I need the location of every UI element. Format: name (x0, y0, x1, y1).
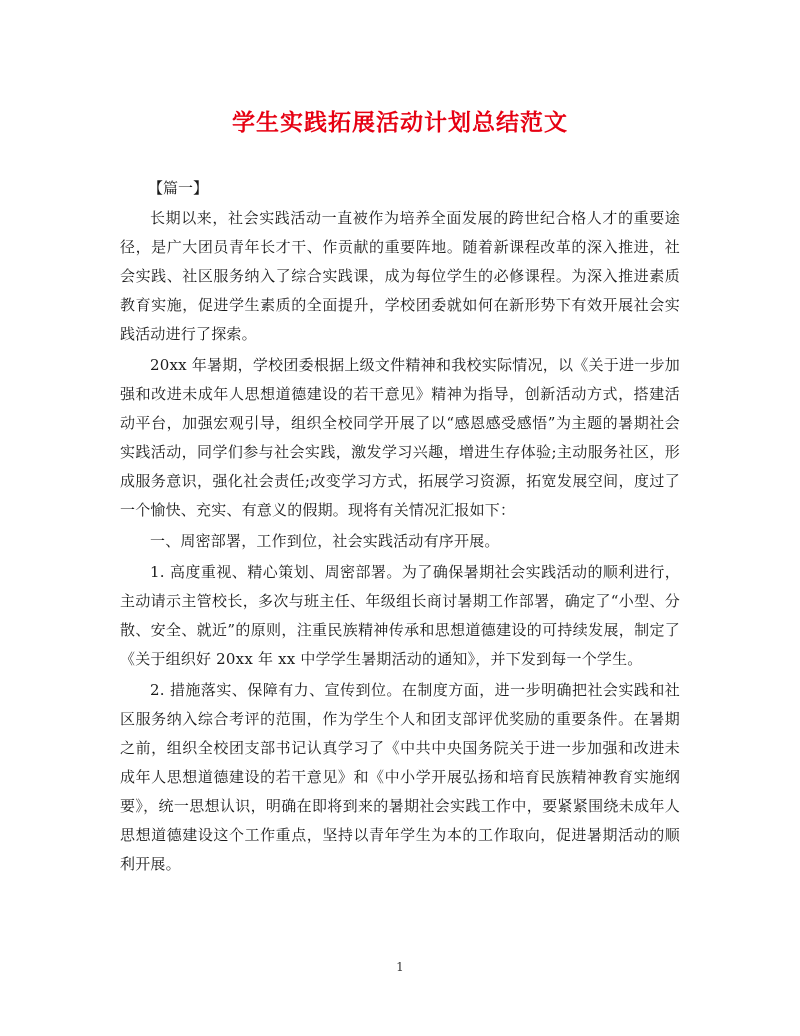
document-body (120, 172, 680, 879)
paragraph-summer-activities: 20xx 年暑期，学校团委根据上级文件精神和我校实际情况，以《关于进一步加强和改进未成年人思想道德建设的若干意见》精神为指导，创新活动方式，搭建活动平台，加强宏观引导，组织全校同学开展了以“感恩感受感悟”为主题的暑期社会实践活动，同学们参与社会实践，激发学习兴趣，增进生存体验;主动服务社区，形成服务意识，强化社会责任;改变学习方式，拓展学习资源，拓宽发展空间，度过了一个愉快、充实、有意义的假期。现将有关情况汇报如下： (120, 356, 680, 519)
paragraph-intro: 长期以来，社会实践活动一直被作为培养全面发展的跨世纪合格人才的重要途径，是广大团员青年长才干、作贡献的重要阵地。随着新课程改革的深入推进，社会实践、社区服务纳入了综合实践课，成为每位学生的必修课程。为深入推进素质教育实施，促进学生素质的全面提升，学校团委就如何在新形势下有效开展社会实践活动进行了探索。 (120, 209, 680, 343)
section-label: 【篇一】 (148, 179, 209, 197)
heading-section-one: 一、周密部署，工作到位，社会实践活动有序开展。 (150, 532, 500, 550)
paragraph-point-two: 2. 措施落实、保障有力、宣传到位。在制度方面，进一步明确把社会实践和社区服务纳入综合考评的范围，作为学生个人和团支部评优奖励的重要条件。在暑期之前，组织全校团支部书记认真学习了《中共中央国务院关于进一步加强和改进未成年人思想道德建设的若干意见》和《中小学开展弘扬和培育民族精神教育实施纲要》，统一思想认识，明确在即将到来的暑期社会实践工作中，要紧紧围绕未成年人思想道德建设这个工作重点，坚持以青年学生为本的工作取向，促进暑期活动的顺利开展。 (120, 681, 680, 873)
paragraph-point-one: 1. 高度重视、精心策划、周密部署。为了确保暑期社会实践活动的顺利进行，主动请示主管校长，多次与班主任、年级组长商讨暑期工作部署，确定了“小型、分散、安全、就近”的原则，注重民族精神传承和思想道德建设的可持续发展，制定了《关于组织好 20xx 年 xx 中学学生暑期活动的通知》，并下发到每一个学生。 (120, 563, 680, 668)
document-title: 学生实践拓展活动计划总结范文 (232, 109, 568, 136)
page-number: 1 (396, 960, 404, 974)
